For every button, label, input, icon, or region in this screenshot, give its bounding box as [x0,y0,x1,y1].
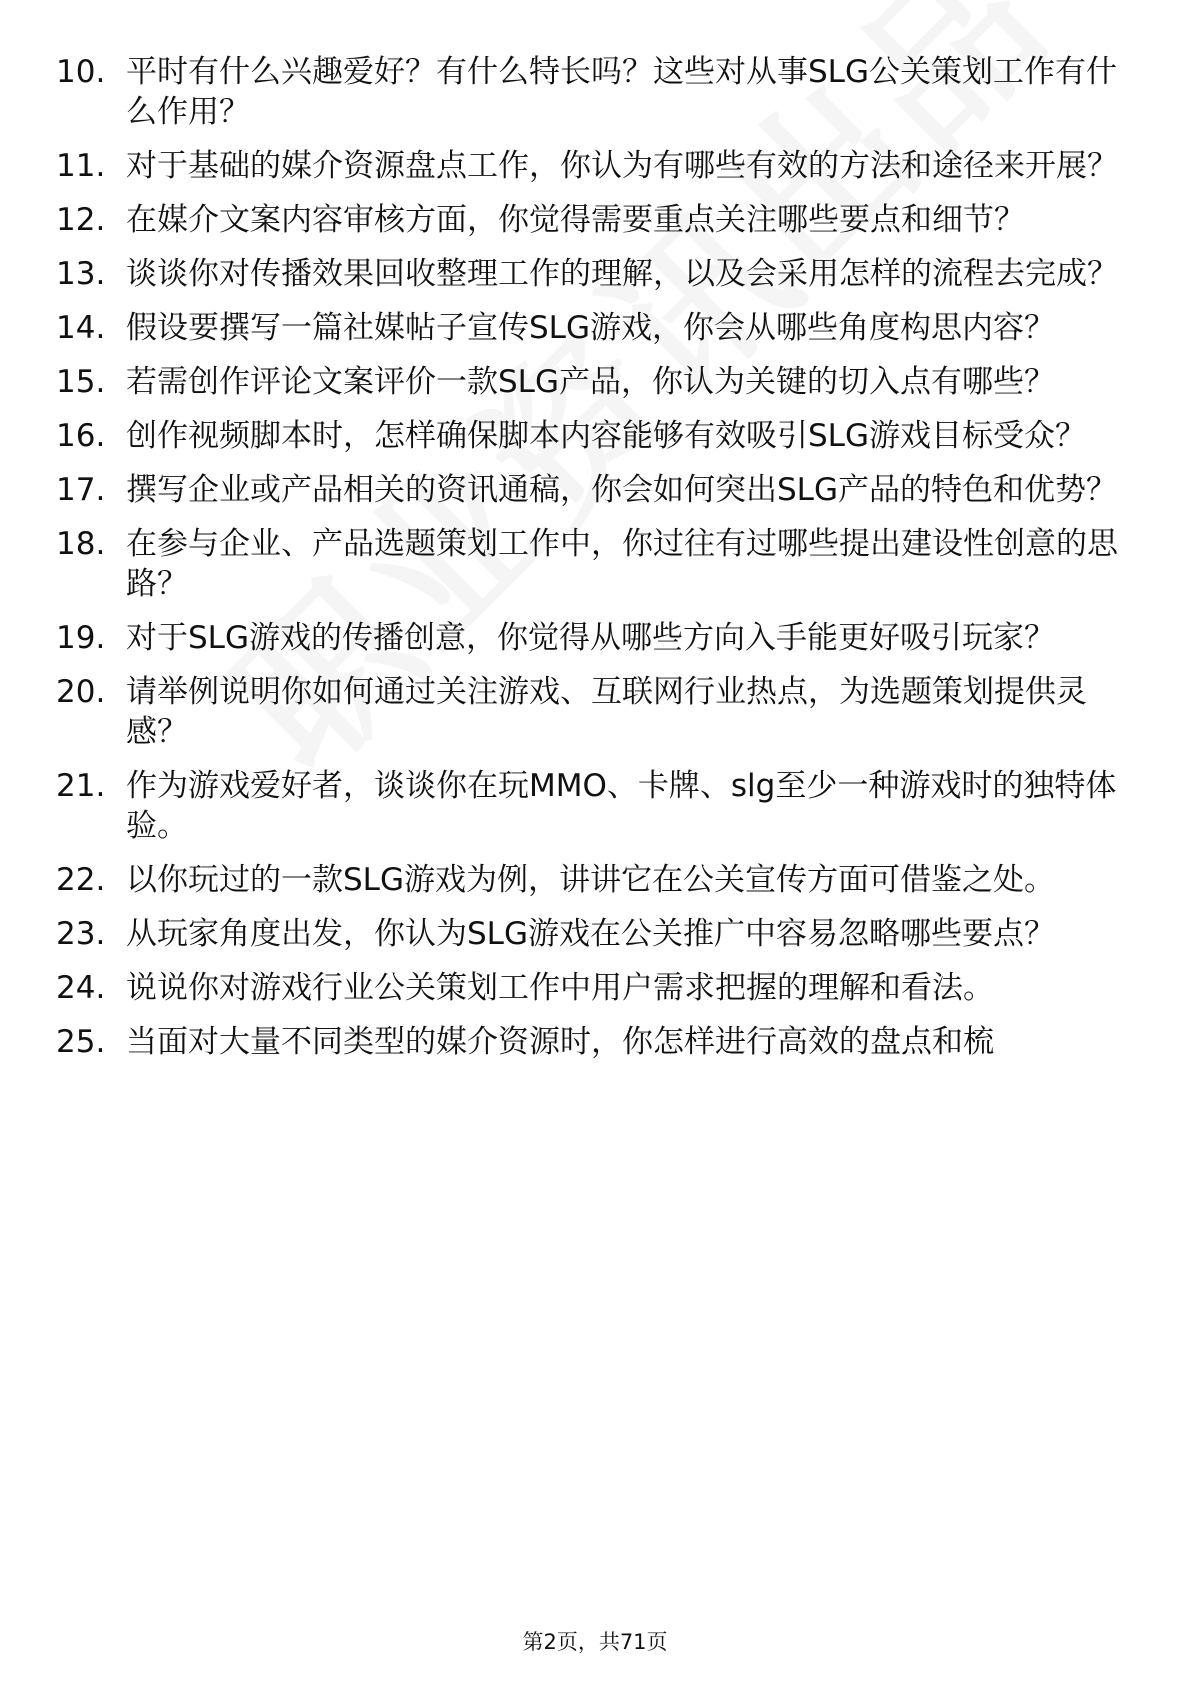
question-text: 若需创作评论文案评价一款SLG产品，你认为关键的切入点有哪些？ [126,364,1055,400]
question-text: 假设要撰写一篇社媒帖子宣传SLG游戏，你会从哪些角度构思内容？ [126,310,1055,346]
question-item [56,860,1136,900]
page-number: 第2页，共71页 [522,1630,668,1654]
question-text: 作为游戏爱好者，谈谈你在玩MMO、卡牌、slg至少一种游戏时的独特体验。 [126,768,1117,844]
question-number: 13. [56,256,106,292]
question-number: 18. [56,526,106,562]
question-text: 平时有什么兴趣爱好？有什么特长吗？这些对从事SLG公关策划工作有什么作用？ [126,54,1117,130]
question-list [56,52,1136,1076]
question-number: 16. [56,418,106,454]
question-number: 25. [56,1024,106,1060]
question-text: 请举例说明你如何通过关注游戏、互联网行业热点，为选题策划提供灵感？ [126,674,1087,750]
question-number: 19. [56,620,106,656]
question-number: 12. [56,202,106,238]
question-text: 在媒介文案内容审核方面，你觉得需要重点关注哪些要点和细节？ [126,202,1025,238]
question-item [56,52,1136,132]
question-text: 创作视频脚本时，怎样确保脚本内容能够有效吸引SLG游戏目标受众？ [126,418,1086,454]
question-text: 对于SLG游戏的传播创意，你觉得从哪些方向入手能更好吸引玩家？ [126,620,1055,656]
question-item [56,914,1136,954]
question-number: 24. [56,970,106,1006]
question-item [56,968,1136,1008]
question-number: 14. [56,310,106,346]
question-item [56,254,1136,294]
question-item [56,416,1136,456]
question-text: 在参与企业、产品选题策划工作中，你过往有过哪些提出建设性创意的思路？ [126,526,1118,602]
question-text: 说说你对游戏行业公关策划工作中用户需求把握的理解和看法。 [126,970,994,1006]
question-item [56,766,1136,846]
question-item [56,146,1136,186]
question-item [56,200,1136,240]
question-text: 当面对大量不同类型的媒介资源时，你怎样进行高效的盘点和梳 [126,1024,994,1060]
question-text: 对于基础的媒介资源盘点工作，你认为有哪些有效的方法和途径来开展？ [126,148,1118,184]
question-item [56,1022,1136,1062]
question-number: 23. [56,916,106,952]
question-number: 11. [56,148,106,184]
question-item [56,362,1136,402]
question-number: 20. [56,674,106,710]
question-number: 22. [56,862,106,898]
question-number: 17. [56,472,106,508]
question-item [56,524,1136,604]
question-text: 撰写企业或产品相关的资讯通稿，你会如何突出SLG产品的特色和优势？ [126,472,1117,508]
question-number: 10. [56,54,106,90]
question-text: 以你玩过的一款SLG游戏为例，讲讲它在公关宣传方面可借鉴之处。 [126,862,1055,898]
question-item [56,308,1136,348]
question-number: 15. [56,364,106,400]
question-text: 谈谈你对传播效果回收整理工作的理解，以及会采用怎样的流程去完成？ [126,256,1118,292]
question-item [56,470,1136,510]
question-item [56,672,1136,752]
question-item [56,618,1136,658]
question-number: 21. [56,768,106,804]
question-text: 从玩家角度出发，你认为SLG游戏在公关推广中容易忽略哪些要点？ [126,916,1055,952]
